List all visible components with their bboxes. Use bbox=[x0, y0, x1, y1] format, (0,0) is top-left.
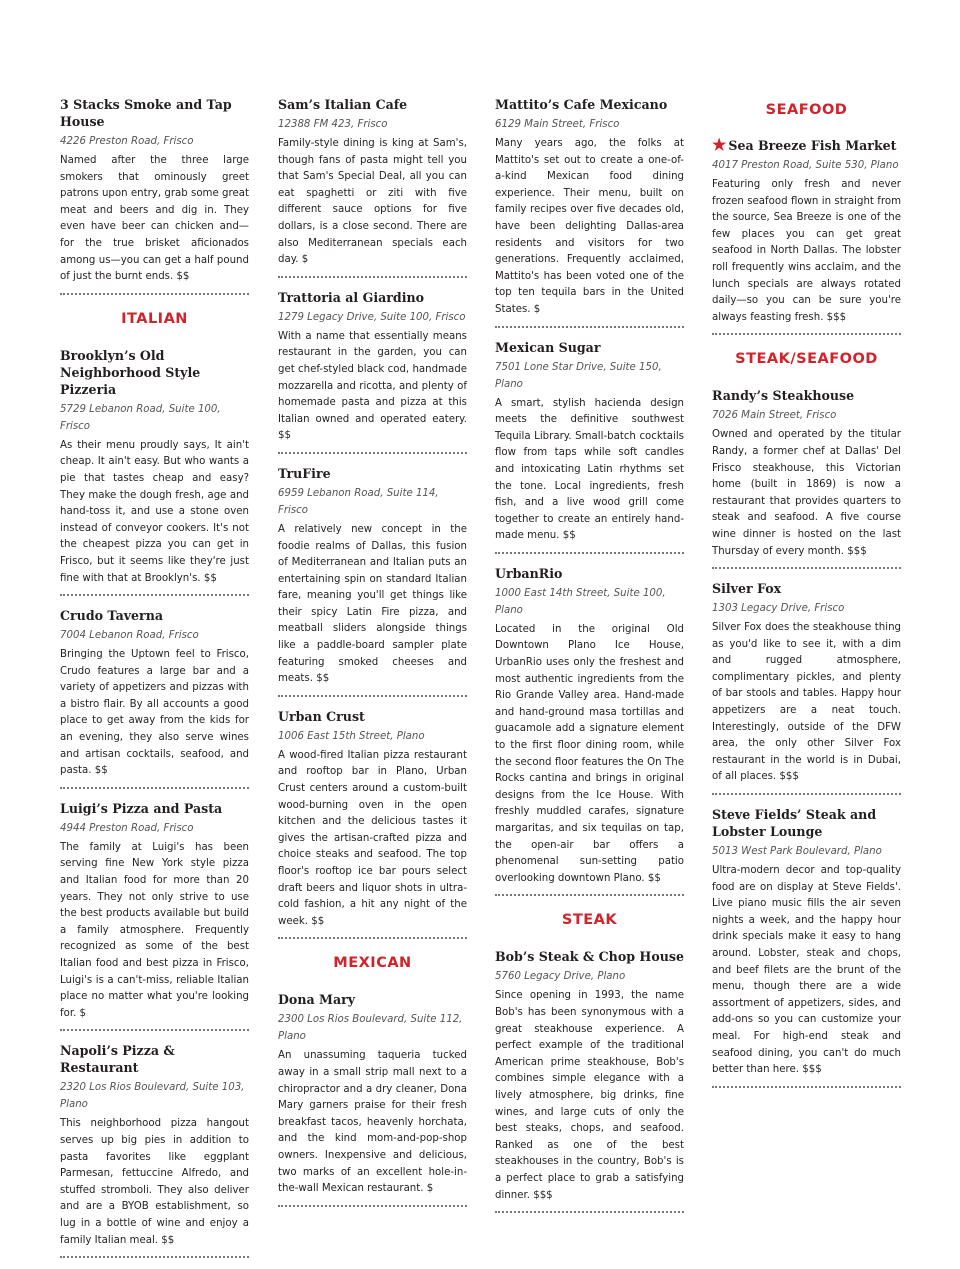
restaurant-description: This neighborhood pizza hangout serves up big pies in addition to pasta favorites like eggplant Parmesan, fettuccine Alfredo, and stuffed stromboli. They also deliver and are a BYOB establishment, so lug in a bottle of wine and enjoy a family Italian meal. $$ bbox=[60, 1118, 249, 1246]
restaurant-address: 6959 Lebanon Road, Suite 114, Frisco bbox=[278, 487, 439, 516]
restaurant-name: Crudo Taverna bbox=[60, 608, 164, 624]
restaurant-entry bbox=[495, 565, 684, 888]
dotted-divider bbox=[278, 276, 467, 278]
restaurant-entry bbox=[712, 806, 901, 1079]
restaurant-description: A wood-fired Italian pizza restaurant and rooftop bar in Plano, Urban Crust centers around a custom-built wood-burning oven in the open kitchen and the delicious tastes it gives the artisan-crafted pizza and choice steaks and seafood. The top floor's rooftop ice bar pours select draft beers and liquor shots in ultra-cold fashion, a hit any night of the week. $$ bbox=[278, 749, 467, 927]
dotted-divider bbox=[495, 1211, 684, 1213]
column-2 bbox=[278, 96, 467, 1218]
restaurant-entry bbox=[278, 289, 467, 445]
restaurant-description: Family-style dining is king at Sam's, though fans of pasta might tell you that Sam's Special Deal, all you can eat spaghetti or ziti with five different sauce options for five dollars, is a close second. There are also Mediterranean specials each day. $ bbox=[278, 138, 467, 266]
restaurant-address: 1000 East 14th Street, Suite 100, Plano bbox=[495, 587, 666, 616]
restaurant-address: 4017 Preston Road, Suite 530, Plano bbox=[712, 160, 899, 171]
restaurant-entry bbox=[495, 96, 684, 319]
restaurant-description: Located in the original Old Downtown Plano Ice House, UrbanRio uses only the freshest and most authentic ingredients from the Rio Grande Valley area. Hand-made and hand-ground masa tortillas and guacamole add a signature element to the first floor dining room, while the second floor features the On The Rocks cantina and brings in original designs from the Ice House. With freshly muddled carafes, signature margaritas, and six tequilas on tap, the open-air bar offers a phenomenal sun-setting patio overlooking downtown Plano. $$ bbox=[495, 623, 684, 884]
section-heading-seafood: SEAFOOD bbox=[765, 102, 848, 118]
restaurant-description: The family at Luigi's has been serving fine New York style pizza and Italian food for more than 20 years. They not only strive to use the best products available but build a family atmosphere. Frequently recognized as some of the best Italian food and best pizza in Frisco, Luigi's is a can't-miss, reliable Italian place no matter what you're looking for. $ bbox=[60, 841, 249, 1019]
column-1 bbox=[60, 96, 249, 1269]
restaurant-description: With a name that essentially means restaurant in the garden, you can get chef-styled black cod, handmade mozzarella and ricotta, and plenty of homemade pasta and pizza at this Italian owned and operated eatery. $$ bbox=[278, 330, 467, 442]
restaurant-name: Sea Breeze Fish Market bbox=[728, 138, 897, 153]
restaurant-address: 4944 Preston Road, Frisco bbox=[60, 822, 194, 834]
restaurant-name: Mattito’s Cafe Mexicano bbox=[495, 97, 668, 112]
restaurant-entry bbox=[712, 580, 901, 786]
restaurant-name: Urban Crust bbox=[278, 708, 365, 724]
restaurant-address: 5729 Lebanon Road, Suite 100, Frisco bbox=[60, 403, 221, 432]
restaurant-entry bbox=[278, 96, 467, 269]
restaurant-name: Sam’s Italian Cafe bbox=[278, 97, 408, 112]
dotted-divider bbox=[712, 567, 901, 569]
restaurant-name: Steve Fields’ Steak and Lobster Lounge bbox=[712, 807, 877, 840]
restaurant-description: Named after the three large smokers that ominously greet patrons upon entry, grab some great meat and beers and dig in. They even have beer can chicken and—for the true brisket aficionados among us—you can get a half pound of just the burnt ends. $$ bbox=[60, 155, 249, 283]
column-4 bbox=[712, 96, 901, 1099]
restaurant-address: 5760 Legacy Drive, Plano bbox=[495, 971, 626, 983]
restaurant-address: 5013 West Park Boulevard, Plano bbox=[712, 846, 882, 858]
restaurant-name: 3 Stacks Smoke and Tap House bbox=[60, 97, 232, 129]
restaurant-address: 1006 East 15th Street, Plano bbox=[278, 730, 425, 742]
restaurant-description: Owned and operated by the titular Randy, a former chef at Dallas' Del Frisco steakhouse, this Victorian home (built in 1869) is now a restaurant that provides quarters to steak and seafood. A five course wine dinner is hosted on the last Thursday of every month. $$$ bbox=[712, 429, 901, 557]
restaurant-name: Brooklyn’s Old Neighborhood Style Pizzeria bbox=[60, 347, 201, 397]
dotted-divider bbox=[495, 326, 684, 328]
restaurant-entry bbox=[60, 800, 249, 1023]
restaurant-description: Featuring only fresh and never frozen seafood flown in straight from the source, Sea Breeze is one of the few places you can get great seafood in North Dallas. The lobster roll frequently wins acclaim, and the lunch specials are always rotated daily—so you can be sure you're always feasting fresh. $$$ bbox=[712, 179, 901, 323]
column-3 bbox=[495, 96, 684, 1224]
restaurant-entry bbox=[60, 96, 249, 286]
restaurant-description: Many years ago, the folks at Mattito's set out to create a one-of-a-kind Mexican food dining experience. Their menu, built on family recipes over five decades old, have been delighting Dallas-area residents and visitors for two generations. Frequently acclaimed, Mattito's has been voted one of the top ten tequila bars in the United States. $ bbox=[495, 138, 684, 315]
section-heading-steak: STEAK bbox=[561, 912, 618, 929]
dotted-divider bbox=[60, 293, 249, 295]
dotted-divider bbox=[60, 787, 249, 789]
restaurant-description: A smart, stylish hacienda design meets the definitive southwest Tequila Library. Small-batch cocktails flow from taps while soft candles and intoxicating Latin rhythms set the tone. Local ingredients, fresh fish, and a live wood grill come together to create an entirely hand-made menu. $$ bbox=[495, 397, 684, 542]
star-icon: ★ bbox=[712, 135, 727, 154]
dotted-divider bbox=[60, 594, 249, 596]
dotted-divider bbox=[495, 552, 684, 554]
dotted-divider bbox=[278, 695, 467, 697]
section-heading-mexican: MEXICAN bbox=[333, 955, 412, 972]
restaurant-name-wrapper bbox=[712, 136, 901, 154]
section-heading-italian: ITALIAN bbox=[121, 310, 188, 327]
dotted-divider bbox=[712, 333, 901, 335]
restaurant-description: As their menu proudly says, It ain't cheap. It ain't easy. But who wants a pie that tastes cheap and easy? They make the dough fresh, age and hand-toss it, and use a stone oven instead of conveyor cookers. It's not the cheapest pizza you can get in Frisco, but it seems like they're just fine with that at Brooklyn's. $$ bbox=[60, 439, 249, 584]
restaurant-description: Silver Fox does the steakhouse thing as you'd like to see it, with a dim and rugged atmosphere, complimentary pickles, and plenty of bar stools and tables. Happy hour appetizers are a neat touch. Interestingly, outside of the DFW area, the only other Silver Fox restaurant in the world is in Dubai, of all places. $$$ bbox=[712, 622, 901, 783]
restaurant-entry bbox=[495, 339, 684, 545]
restaurant-description: A relatively new concept in the foodie realms of Dallas, this fusion of Mediterranean and Italian puts an entertaining spin on standard Italian fare, meaning you'll get things like their spicy Latin Fire pizza, and meatball sliders alongside things like a paddle-board sampler plate featuring smoked cheeses and meats. $$ bbox=[278, 523, 467, 685]
restaurant-description: Since opening in 1993, the name Bob's has been synonymous with a great steakhouse experience. A perfect example of the traditional American prime steakhouse, Bob's combines simple elegance with a lively atmosphere, big drinks, fine wines, and large cuts of only the best steaks, chops, and seafood. Ranked as one of the best steakhouses in the country, Bob's is a perfect place to grab a satisfying dinner. $$$ bbox=[495, 990, 684, 1201]
restaurant-description: Ultra-modern decor and top-quality food are on display at Steve Fields'. Live piano music fills the air seven nights a week, and the happy hour drink specials make it easy to hang around. Lobster, steak and chops, and beef filets are the brunt of the menu, though there are a wide assortment of appetizers, sides, and add-ons so you can customize your meal. For high-end steak and seafood dining, you can't do much better than here. $$$ bbox=[712, 865, 901, 1076]
restaurant-name: UrbanRio bbox=[495, 565, 563, 581]
dotted-divider bbox=[712, 1086, 901, 1088]
dotted-divider bbox=[278, 1205, 467, 1207]
restaurant-name: Mexican Sugar bbox=[495, 339, 601, 355]
restaurant-description: Bringing the Uptown feel to Frisco, Crudo features a large bar and a variety of appetizers and pizzas with a bistro flair. By all accounts a good place to get away from the kids for an evening, they also serve wines and artisan cocktails, seafood, and pasta. $$ bbox=[60, 649, 249, 777]
dotted-divider bbox=[495, 894, 684, 896]
restaurant-description: An unassuming taqueria tucked away in a small strip mall next to a chiropractor and a dry cleaner, Dona Mary garners praise for their fresh breakfast tacos, heavenly horchata, and the kind mom-and-pop-shop owners. Inexpensive and delicious, two marks of an excellent hole-in-the-wall Mexican restaurant. $ bbox=[278, 1050, 467, 1195]
restaurant-name: Randy’s Steakhouse bbox=[712, 388, 855, 404]
dotted-divider bbox=[278, 452, 467, 454]
restaurant-name: Luigi’s Pizza and Pasta bbox=[60, 800, 223, 816]
restaurant-address: 4226 Preston Road, Frisco bbox=[60, 136, 194, 147]
restaurant-entry bbox=[60, 1042, 249, 1249]
restaurant-name: Silver Fox bbox=[712, 581, 782, 597]
section-heading-steak-seafood: STEAK/SEAFOOD bbox=[735, 351, 878, 368]
restaurant-entry bbox=[495, 948, 684, 1204]
restaurant-address: 2300 Los Rios Boulevard, Suite 112, Plano bbox=[278, 1014, 463, 1043]
restaurant-name: Napoli’s Pizza & Restaurant bbox=[60, 1043, 175, 1076]
restaurant-entry bbox=[278, 708, 467, 931]
dotted-divider bbox=[60, 1256, 249, 1258]
restaurant-address: 6129 Main Street, Frisco bbox=[495, 119, 620, 130]
restaurant-address: 7501 Lone Star Drive, Suite 150, Plano bbox=[495, 361, 662, 390]
restaurant-name: TruFire bbox=[278, 465, 331, 481]
dotted-divider bbox=[278, 937, 467, 939]
restaurant-address: 1279 Legacy Drive, Suite 100, Frisco bbox=[278, 311, 466, 323]
restaurant-name: Dona Mary bbox=[278, 992, 356, 1008]
restaurant-address: 12388 FM 423, Frisco bbox=[278, 119, 388, 130]
restaurant-entry bbox=[60, 607, 249, 780]
dotted-divider bbox=[712, 793, 901, 795]
dotted-divider bbox=[60, 1029, 249, 1031]
restaurant-name: Bob’s Steak & Chop House bbox=[495, 949, 684, 965]
restaurant-entry bbox=[712, 387, 901, 560]
restaurant-entry bbox=[278, 465, 467, 688]
restaurant-name: Trattoria al Giardino bbox=[278, 289, 425, 305]
restaurant-address: 7004 Lebanon Road, Frisco bbox=[60, 630, 199, 642]
restaurant-address: 1303 Legacy Drive, Frisco bbox=[712, 603, 845, 615]
restaurant-address: 7026 Main Street, Frisco bbox=[712, 410, 837, 422]
restaurant-entry bbox=[712, 136, 901, 326]
restaurant-address: 2320 Los Rios Boulevard, Suite 103, Plano bbox=[60, 1082, 245, 1111]
restaurant-entry bbox=[60, 347, 249, 587]
restaurant-entry bbox=[278, 991, 467, 1197]
